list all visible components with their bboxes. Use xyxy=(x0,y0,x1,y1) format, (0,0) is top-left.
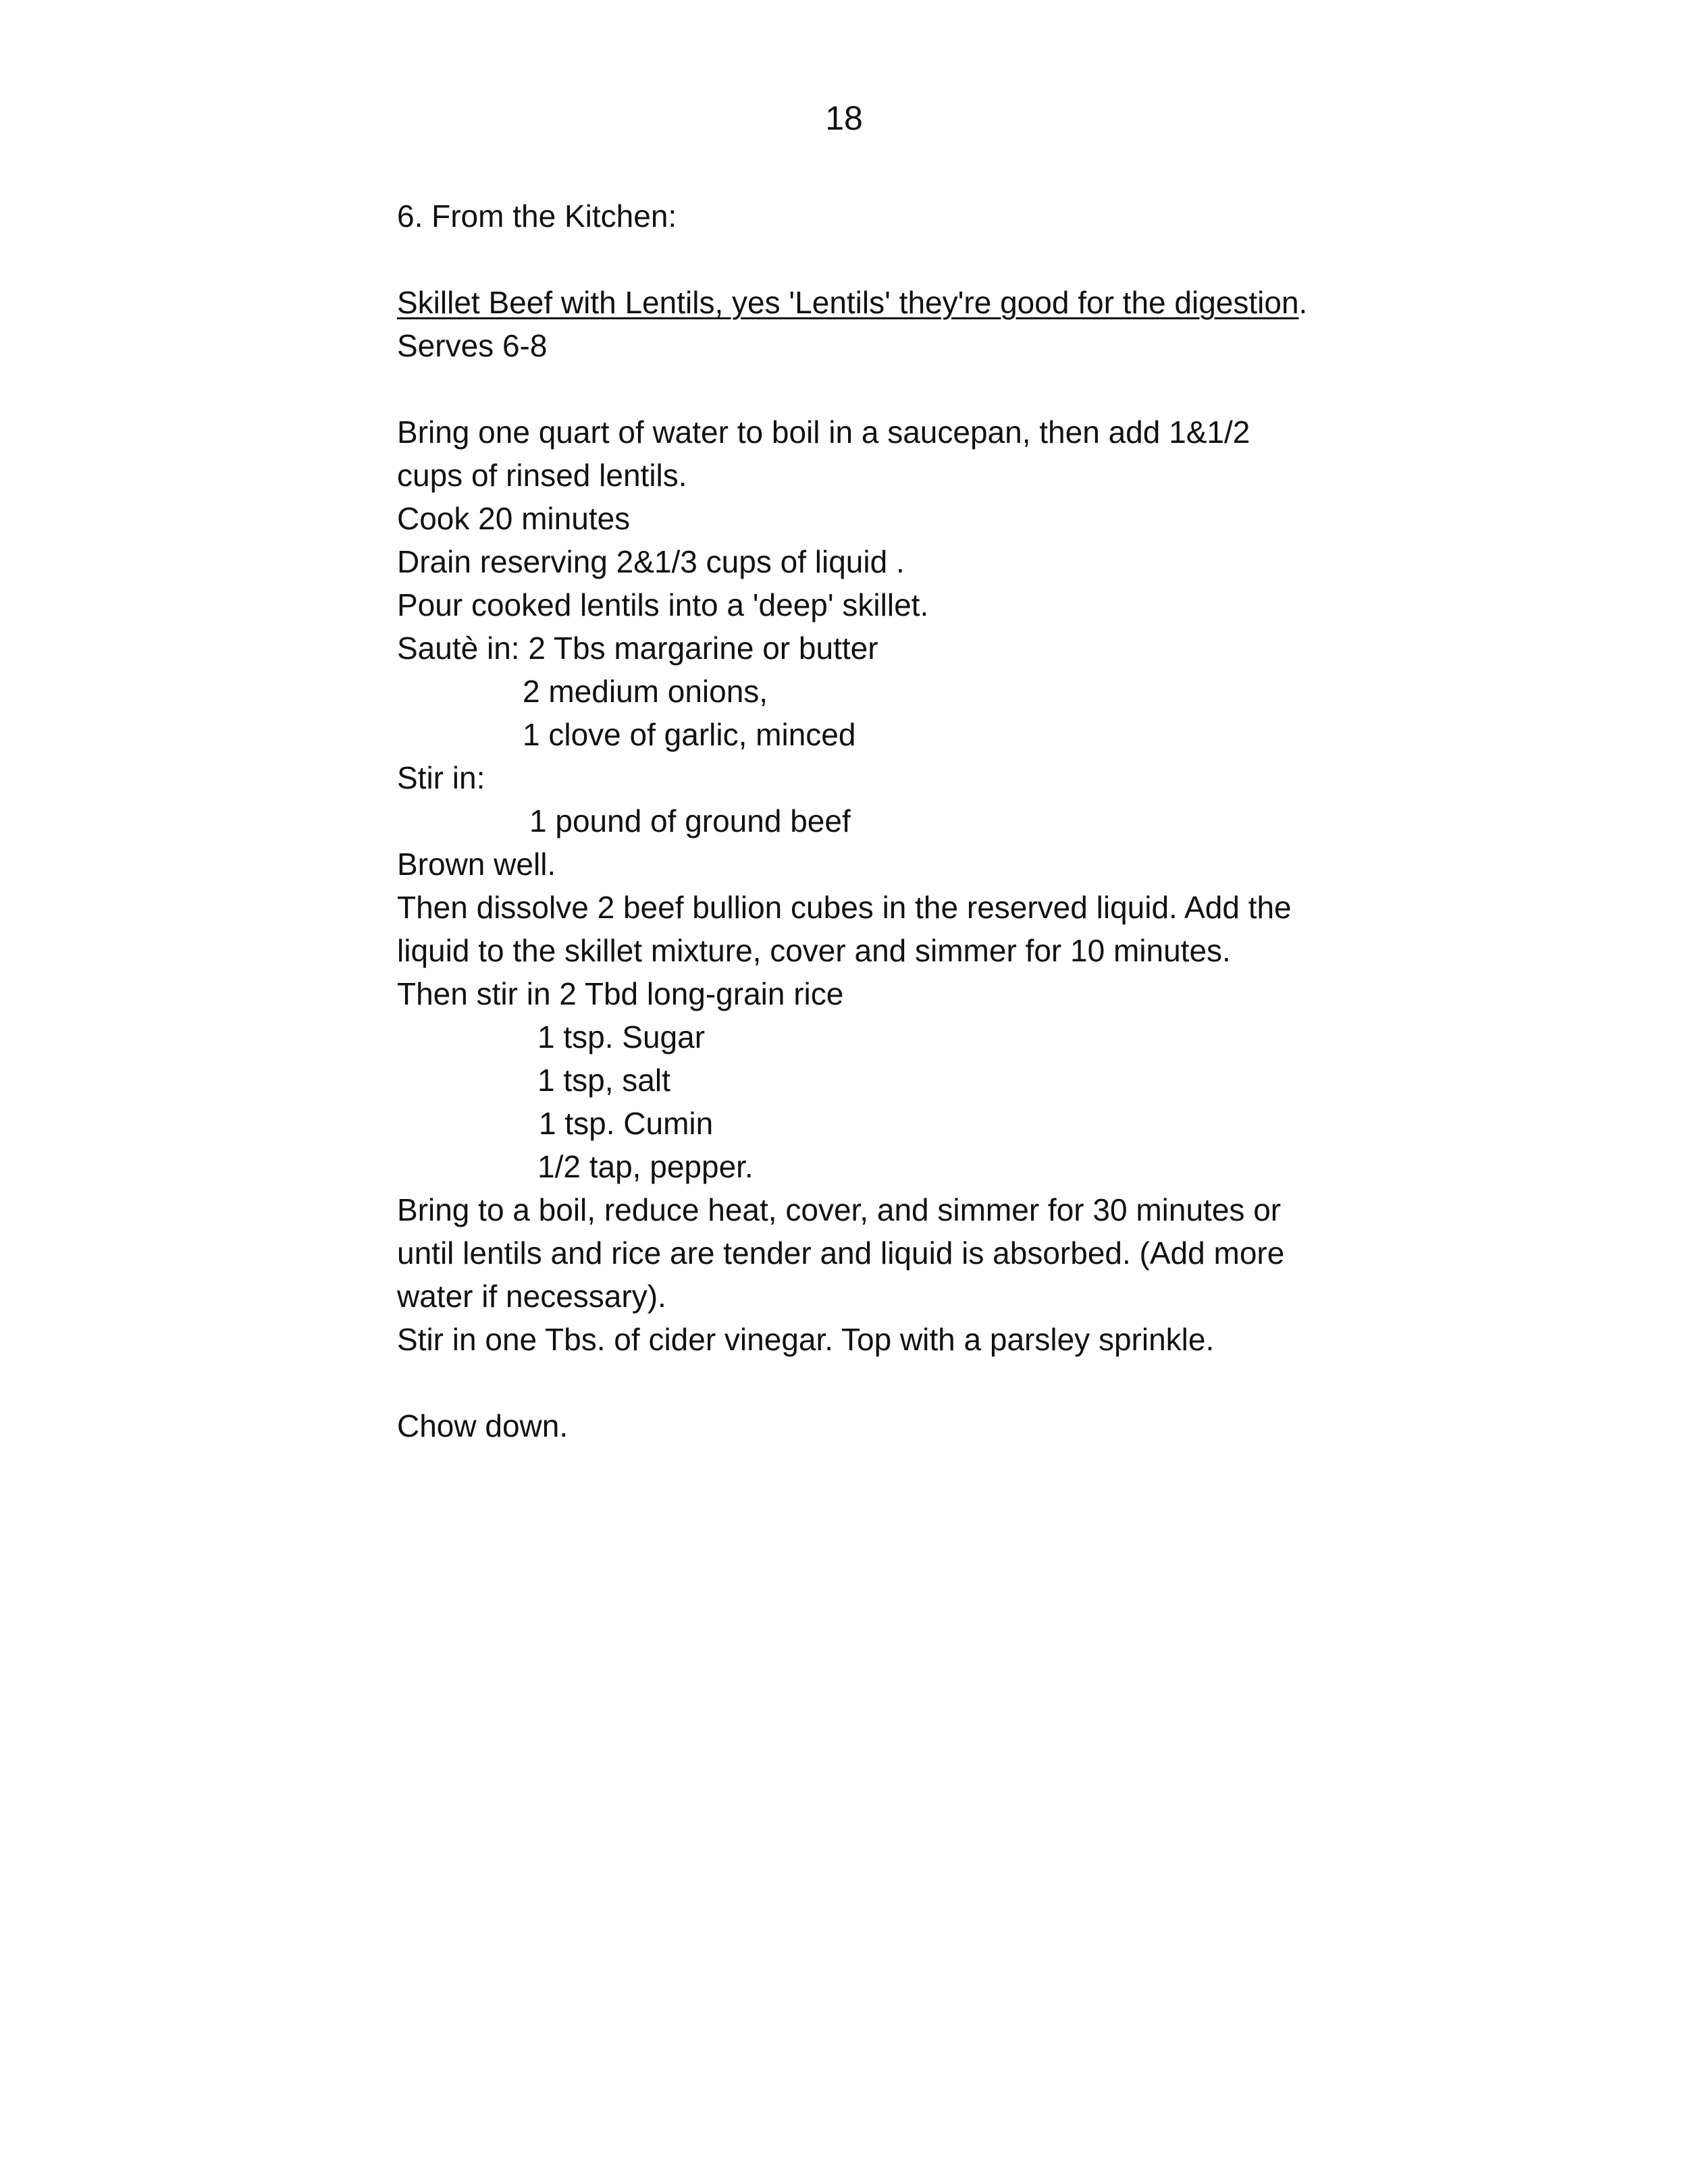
ingredient-item: 1 tsp. Sugar xyxy=(537,1019,706,1055)
instruction-line: Pour cooked lentils into a 'deep' skillet. xyxy=(397,587,929,622)
ingredient-item: 1 pound of ground beef xyxy=(529,803,851,838)
recipe-title-period: . xyxy=(1298,285,1308,320)
instruction-line: Drain reserving 2&1/3 cups of liquid . xyxy=(397,544,905,579)
recipe-title: Skillet Beef with Lentils, yes 'Lentils' they're good for the digestion xyxy=(397,285,1299,320)
instruction-line: Stir in one Tbs. of cider vinegar. Top with a parsley sprinkle. xyxy=(397,1322,1215,1357)
page-number: 18 xyxy=(825,99,863,137)
rice-label: Then stir in 2 Tbd long-grain rice xyxy=(397,976,844,1011)
saute-label: Sautè in: 2 Tbs margarine or butter xyxy=(397,631,878,666)
recipe-title-line xyxy=(397,281,1342,324)
section-heading: 6. From the Kitchen: xyxy=(397,198,677,234)
stir-label: Stir in: xyxy=(397,760,485,795)
spacer xyxy=(397,367,1342,410)
instruction-line: liquid to the skillet mixture, cover and simmer for 10 minutes. xyxy=(397,933,1231,968)
ingredient-item: 1 tsp. Cumin xyxy=(539,1106,714,1141)
instruction-line: Bring to a boil, reduce heat, cover, and simmer for 30 minutes or xyxy=(397,1192,1282,1227)
instruction-line: water if necessary). xyxy=(397,1279,666,1314)
ingredient-item: 1 clove of garlic, minced xyxy=(523,717,856,752)
instruction-line: Brown well. xyxy=(397,847,556,882)
ingredient-item: 2 medium onions, xyxy=(523,674,768,709)
recipe-content xyxy=(397,194,1342,1447)
closing-line: Chow down. xyxy=(397,1408,569,1443)
instruction-line: Then dissolve 2 beef bullion cubes in the reserved liquid. Add the xyxy=(397,890,1292,925)
instruction-line: Cook 20 minutes xyxy=(397,501,631,536)
instruction-line: Bring one quart of water to boil in a saucepan, then add 1&1/2 xyxy=(397,415,1250,450)
spacer xyxy=(397,238,1342,281)
spacer xyxy=(397,1361,1342,1404)
ingredient-item: 1 tsp, salt xyxy=(537,1063,670,1098)
instruction-line: cups of rinsed lentils. xyxy=(397,458,687,493)
instruction-line: until lentils and rice are tender and liquid is absorbed. (Add more xyxy=(397,1235,1285,1271)
ingredient-item: 1/2 tap, pepper. xyxy=(537,1149,754,1184)
recipe-serves: Serves 6-8 xyxy=(397,328,548,363)
